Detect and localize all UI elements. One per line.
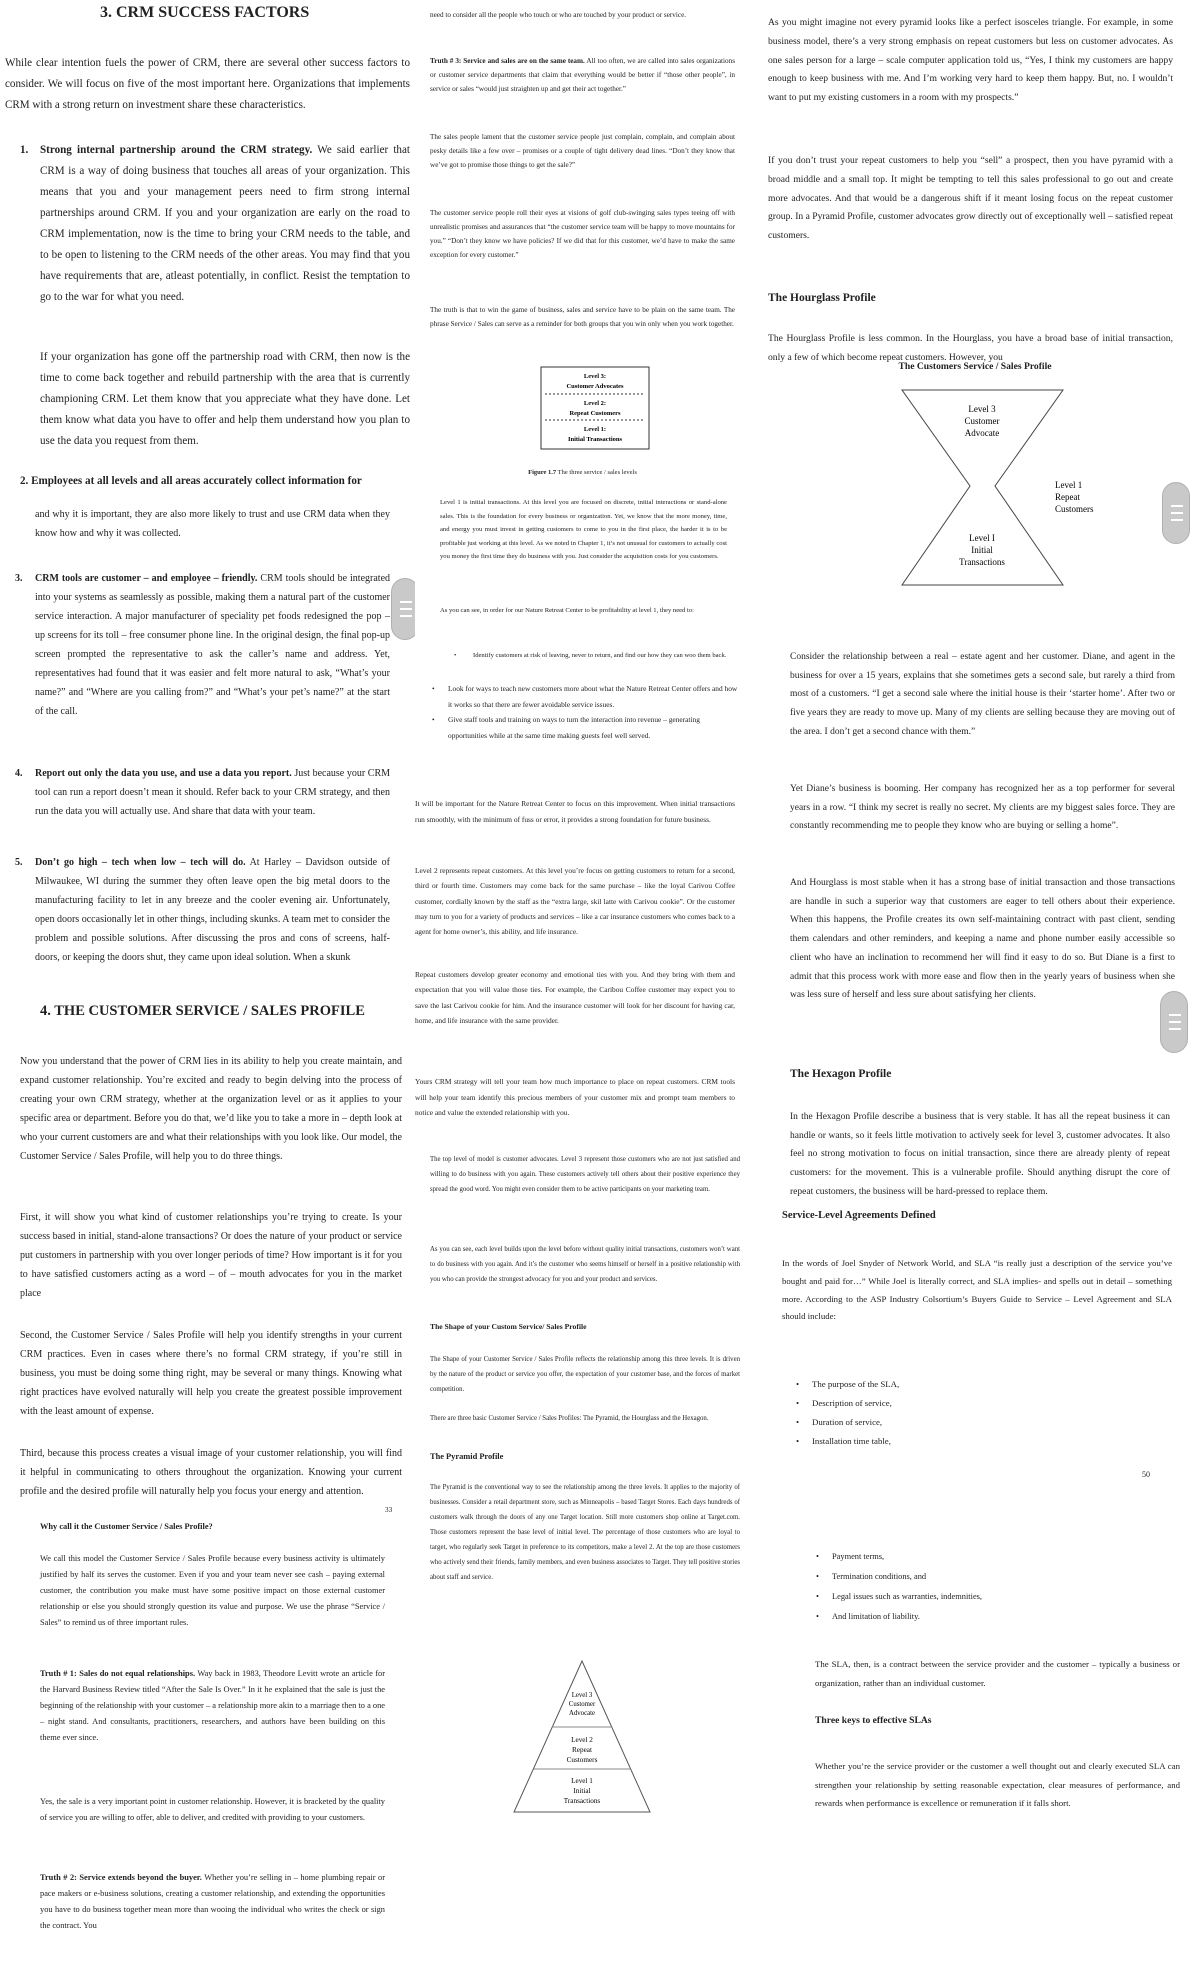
sla-contract-paragraph: The SLA, then, is a contract between the service provider and the customer – typically a business or organization, rather than an individual customer.: [815, 1659, 1180, 1688]
hourglass-level-1-sub2: Transactions: [959, 557, 1005, 567]
bullet-item-2: • Give staff tools and training on ways to turn the interaction into revenue – generating opportunities while at the same time making guests feel well served.: [418, 712, 738, 743]
item-5-heading: Don’t go high – tech when low – tech will do.: [35, 857, 246, 868]
hourglass-repeat-level: Level 1: [1055, 480, 1083, 490]
scroll-handle[interactable]: [1162, 482, 1190, 544]
figure-caption: Figure 1.7 The three service / sales levels: [528, 469, 637, 476]
why-paragraph: We call this model the Customer Service / Sales Profile because every business activity is ultimately justified by half its serves the customer. Even if you and your team never see cash – paying external customer, the contribution you make must have some positive impact on those external customer relationship or else you should strongly question its value and purpose. We use the phrase “Service / Sales” to remind us of three important rules.: [40, 1554, 385, 1627]
pyramid-shapes-page: [750, 0, 1200, 365]
section-4-paragraph-3: Second, the Customer Service / Sales Profile will help you identify strengths in your current CRM practices. Even in cases where there’s no formal CRM strategy, if you’re still in business, you must be doing some thing right, may be several or many things. Knowing what right practices have evolved naturally will help you create the greatest possible improvement with the least amount of expense.: [20, 1330, 402, 1417]
hourglass-side-label: [1050, 476, 1130, 526]
truths-page: [415, 0, 750, 360]
hexagon-heading: The Hexagon Profile: [790, 1068, 892, 1080]
scroll-handle[interactable]: [1160, 991, 1188, 1053]
section-4-paragraph-2: First, it will show you what kind of customer relationships you’re trying to create. Is your success based in initial, stand-alone transactions? Or does the nature of your product or service put customers in partnership with you over longer periods of time? How important is it for you to have satisfied customers acting as a word – of – mouth advocates for you in the market place: [20, 1212, 402, 1299]
profile-shape-page: [415, 1072, 750, 1976]
sla-heading: Service-Level Agreements Defined: [782, 1210, 936, 1221]
diane-paragraph: Consider the relationship between a real – estate agent and her customer. Diane, and agent in the business for over a 15 years, explains that she sometimes gets a second sale, but rarely a third from most of a customers. “I get a second sale where the initial house is their ‘starter home’. After two or five years they are ready to move up. Many of my clients are selling because they are moving out of the area. I don’t get a second chance with them.”: [790, 652, 1175, 737]
top-level-paragraph: The top level of model is customer advocates. Level 3 represent those customers who are not just satisfied and willing to do business with you again. These customers actively tell others about their positive experience they spread the good word. You might even consider them to be active participants on your marketing team.: [430, 1156, 740, 1193]
scroll-handle[interactable]: [391, 578, 415, 640]
trust-paragraph: If you don’t trust your repeat customers to help you “sell” a prospect, then you have pyramid with a broad middle and a small top. It might be tempting to tell this sales professional to go out and create more advocates. And that would be a dangerous shift if it meant losing focus on the repeat customer group. In a Pyramid Profile, customer advocates grow directly out of exceptionally well – satisfied repeat customers.: [768, 155, 1173, 242]
customer-service-profile-page: [0, 1001, 415, 1516]
pyramid-diagram: [512, 1659, 652, 1814]
fig-level-1: Level 1:: [583, 426, 607, 433]
section-4-title: 4. THE CUSTOMER SERVICE / SALES PROFILE: [40, 1003, 365, 1019]
hourglass-figure-page: [750, 356, 1200, 636]
truth-1-paragraph: Truth # 1: Sales do not equal relationships. Way back in 1983, Theodore Levitt wrote an article for the Harvard Business Review titled “After the Sale Is Over.” In it he explained that the sale is just the beginning of the relationship with your customer – a relationship more akin to a marriage then to a one – night stand. And consultants, practitioners, researchers, and authors have been building on this theme ever since.: [40, 1669, 386, 1742]
item-1-text: We said earlier that CRM is a way of doing business that touches all areas of your organization. This means that you and your management peers need to firm strong internal partnerships around CRM. If you and your organization are early on the road to CRM implementation, now is the time to bring your CRM needs to the table, and to be open to listening to the CRM needs of the other areas. You may find that you have requirements that are, atleast potentially, in conflict. Resist the temptation to go to the war for what you need.: [40, 144, 410, 303]
sla-bullet-installation: • Installation time table,: [782, 1432, 1162, 1451]
sla-bullet-liability: • And limitation of liability.: [802, 1607, 1182, 1627]
sla-bullet-description: • Description of service,: [782, 1394, 1162, 1413]
sla-bullet-duration: • Duration of service,: [782, 1413, 1162, 1432]
hourglass-repeat-sub2: Customers: [1055, 504, 1094, 514]
why-heading: Why call it the Customer Service / Sales Profile?: [40, 1522, 213, 1531]
level-2-paragraph: Level 2 represents repeat customers. At this level you’re focus on getting customers to return for a second, third or fourth time. Customers may come back for the same purchase – like the loyal Carivou Coffee customer, cordially known by the staff as the “extra large, skil latte with Carivou cookie”. Or the customer may turn to you for a variety of products and services – like a car insurance customers who comes back to a agent for home owner’s, this ability, and life insurance.: [415, 866, 735, 937]
sla-bullet-list-2: [802, 1547, 1182, 1627]
hourglass-level-3-sub2: Advocate: [964, 428, 1000, 438]
level-1-paragraph: Level 1 is initial transactions. At this level you are focused on discrete, initial interactions or stand-alone sales. This is the foundation for every business or organization. Yet, we know that the more money, time, and energy you must invest in getting customers to come to you in the first place, the harder it is to be profitable just working at this level. As we noted in Chapter 1, it’s not unusual for customers to actually cost you money the first time they do business with you. Just consider the acquisition costs for you customers.: [440, 499, 727, 560]
sla-bullet-payment: • Payment terms,: [802, 1547, 1182, 1567]
as-you-can-see-paragraph: As you can see, in order for our Nature Retreat Center to be profitability at level 1, they need to:: [440, 607, 694, 614]
bullet-item-1: • Look for ways to teach new customers more about what the Nature Retreat Center offers and how it works so that there are fewer avoidable service issues.: [418, 681, 738, 712]
hourglass-level-3-sub: Customer: [964, 416, 1000, 426]
yes-paragraph: Yes, the sale is a very important point in customer relationship. However, it is bracketed by the quality of service you are willing to offer, able to deliver, and credited with providing to your customers.: [40, 1797, 385, 1822]
hourglass-level-3: Level 3: [968, 404, 996, 414]
item-1-heading: Strong internal partnership around the CRM strategy.: [40, 144, 313, 156]
column-left: [0, 0, 415, 1976]
sla-bullet-termination: • Termination conditions, and: [802, 1567, 1182, 1587]
pyramid-level-1-sub: Initial: [573, 1787, 591, 1795]
truth-paragraph: The truth is that to win the game of business, sales and service have to be plain on the same team. The phrase Service / Sales can serve as a reminder for both groups that you win only when you work together.: [430, 306, 735, 328]
pyramid-heading: The Pyramid Profile: [430, 1452, 504, 1461]
page-number: 33: [385, 1506, 393, 1514]
section-title: 3. CRM SUCCESS FACTORS: [100, 4, 310, 21]
hexagon-paragraph: In the Hexagon Profile describe a business that is very stable. It has all the repeat business it can handle or wants, so it feels little motivation to actively seek for level 3, customer advocates. It also feel no strong motivation to focus on initial transaction, since there are already plenty of repeat customers: for the movement. This is a vulnerable profile. Should anything disrupt the core of repeat customers, the business will be hard-pressed to replace them.: [790, 1112, 1170, 1197]
each-level-paragraph: As you can see, each level builds upon the level before without quality initial transactions, customers won’t want to do business with you again. And it’s the customer who seems himself or herself in a positive relationship with you who can provide the strongest advocacy for you and your product and services.: [430, 1246, 740, 1283]
hourglass-diagram: [900, 388, 1065, 588]
crm-success-factors-page: [0, 0, 415, 500]
list-item-1: 1. Strong internal partnership around the CRM strategy. We said earlier that CRM is a way of doing business that touches all areas of your organization. This means that you and your management peers need to firm strong internal partnerships around CRM. If you and your organization are early on the road to CRM implementation, now is the time to bring your CRM needs to the table, and to be open to listening to the CRM needs of the other areas. You may find that you have requirements that are, atleast potentially, in conflict. Resist the temptation to go to the war for what you need.: [20, 144, 410, 303]
hourglass-heading: The Hourglass Profile: [768, 292, 876, 304]
hourglass-stable-paragraph: And Hourglass is most stable when it has a strong base of initial transaction and those transactions are handle in such a superior way that customers are eager to tell others about their experience. When this happens, the Profile creates its own self-maintaining contract with past client, sending them calendars and other reminders, and keeping a name and phone number easily accessible so client who have an inclination to recommend her will find it easy to do so. But Diane is a first to admit that this process work with more ease and flow then in the yearly years of business when she was less sure of herself and less sure about satisfying her clients.: [790, 878, 1175, 1001]
hourglass-paragraph: The Hourglass Profile is less common. In the Hourglass, you have a broad base of initial transaction, only a few of which become repeat customers. However, you: [768, 333, 1173, 363]
pyramid-level-2: Level 2: [571, 1736, 593, 1744]
section-4-paragraph-4: Third, because this process creates a visual image of your customer relationship, you will find it helpful in communicating to others throughout the organization. Knowing your current profile and the desired profile will naturally help you focus your energy and attention.: [20, 1448, 402, 1497]
column-right: [750, 0, 1200, 1976]
page-number: 50: [1142, 1470, 1150, 1479]
pyramid-level-1-sub2: Transactions: [563, 1797, 601, 1805]
sla-keys-paragraph: Whether you’re the service provider or the customer a well thought out and clearly executed SLA can strengthen your relationship by setting reasonable expectation, clear measures of performance, and rewards when performance is excellence or remuneration if it falls short.: [815, 1761, 1180, 1808]
hourglass-title: The Customers Service / Sales Profile: [898, 361, 1052, 372]
crm-strategy-paragraph: Yours CRM strategy will tell your team how much importance to place on repeat customers. CRM tools will help your team identify this precious members of your customer mix and prompt team members to notice and value the extended relationship with you.: [415, 1077, 735, 1117]
sla-paragraph: In the words of Joel Snyder of Network World, and SLA “is really just a description of the service you’ve bought and paid for…” While Joel is literally correct, and SLA implies- and spells out in detail – something more. According to the ASP Industry Colsortium’s Buyers Guide to Service – Level Agreement and SLA should include:: [782, 1258, 1172, 1322]
inner-bullet-list: [440, 649, 727, 663]
sla-bullet-purpose: • The purpose of the SLA,: [782, 1375, 1162, 1394]
shape-paragraph: The Shape of your Customer Service / Sales Profile reflects the relationship among this three levels. It is driven by the nature of the product or service you offer, the expectation of your customer base, and the forces of market competition.: [430, 1356, 740, 1393]
partnership-paragraph: If your organization has gone off the partnership road with CRM, then now is the time to come back together and rebuild partnership with the area that is currently championing CRM. Let them know that you appreciate what they have done. Let them know what data you have to offer and help them understand how you plan to use the data you request from them.: [40, 351, 410, 447]
truth-2-paragraph: Truth # 2: Service extends beyond the buyer. Whether you’re selling in – home plumbing repair or pace makers or e-business solutions, creating a customer relationship, and extending the opportunities you have to do business together mean more than wooing the individual who writes the check or sign the contract. You: [40, 1873, 386, 1930]
column-middle: [415, 0, 750, 1976]
pyramid-level-2-sub: Repeat: [572, 1746, 592, 1754]
crm-factors-continued-page: [0, 500, 415, 1012]
fig-level-3-label: Customer Advocates: [566, 383, 624, 390]
list-item-4: 4. Report out only the data you use, and use a data you report. Just because your CRM tool can run a report doesn’t mean it should. Refer back to your CRM strategy, and then run the data you will actually use. And share that data with your team.: [15, 768, 391, 817]
three-profiles-paragraph: There are three basic Customer Service / Sales Profiles: The Pyramid, the Hourglass and the Hexagon.: [430, 1415, 709, 1422]
pyramid-level-2-sub2: Customers: [566, 1756, 598, 1764]
fig-level-2-label: Repeat Customers: [569, 410, 621, 417]
sla-bullet-list-1: [782, 1375, 1162, 1451]
booming-paragraph: Yet Diane’s business is booming. Her company has recognized her as a top performer for several years in a row. “I think my secret is really no secret. My clients are my biggest sales force. They are constantly recommending me to people they know who are buying or selling a home”.: [790, 784, 1175, 832]
nature-retreat-bullet-list: [418, 681, 738, 743]
real-estate-page: [750, 640, 1200, 1060]
item-5-text: At Harley – Davidson outside of Milwaukee, WI during the summer they often leave open the big metal doors to the manufacturing facility to let in any breeze and the cooler evening air. Unfortunately, open doors occasionally let in other things, including skunks. A team met to consider the problem and possible solutions. After discussing the pros and cons of screens, half-doors, or keeping the doors shut, they came upon ideal solution. When a skunk: [35, 857, 390, 963]
shape-heading: The Shape of your Custom Service/ Sales Profile: [430, 1322, 587, 1331]
fig-level-2: Level 2:: [583, 400, 607, 407]
fig-level-1-label: Initial Transactions: [567, 436, 623, 443]
section-4-paragraph-1: Now you understand that the power of CRM lies in its ability to help you create maintain, and expand customer relationship. You’re excited and ready to begin delving into the process of creating your own CRM strategy, whether at the organization level or as it applies to your specific area or department. Before you do that, we’d like you to take a more in – depth look at who your current customers are and what their relationships with you look like. Our model, the Customer Service / Sales Profile, will help you to do three things.: [20, 1056, 402, 1162]
important-paragraph: It will be important for the Nature Retreat Center to focus on this improvement. When initial transactions run smoothly, with the minimum of fuss or error, it provides a strong foundation for future business.: [415, 799, 735, 824]
intro-paragraph: While clear intention fuels the power of CRM, there are several other success factors to consider. We will focus on five of the most important here. Organizations that implements CRM with a strong return on investment share these characteristics.: [5, 57, 410, 111]
item-3-text: CRM tools should be integrated into your systems as seamlessly as possible, making them a natural part of the customer service interaction. A major manufacturer of speciality pet foods redesigned the pop – up screens for its toll – free consumer phone line. In the original design, the final pop-up screen prompted the representative to ask the caller’s name and address. Yet, representatives had found that it was easier and felt more natural to ask, “What’s your name?” and “Where are you calling from?” and “What’s your pet’s name?” at the start of the call.: [35, 573, 391, 717]
item-4-heading: Report out only the data you use, and use a data you report.: [35, 768, 292, 779]
list-item-3: 3. CRM tools are customer – and employee – friendly. CRM tools should be integrated into your systems as seamlessly as possible, making them a natural part of the customer service interaction. A major manufacturer of speciality pet foods redesigned the pop – up screens for its toll – free consumer phone line. In the original design, the final pop-up screen prompted the representative to ask the caller’s name and address. Yet, representatives had found that it was easier and felt more natural to ask, “What’s your name?” and “Where are you calling from?” and “What’s your pet’s name?” at the start of the call.: [15, 573, 391, 717]
pyramid-shape-paragraph: As you might imagine not every pyramid looks like a perfect isosceles triangle. For example, in some business model, there’s a very strong emphasis on repeat customers but less on customer advocates. As one sales person for a large – scale computer application told us, “Yes, I think my customers are happy enough to keep business with me. And I’m working very hard to keep them happy. But, no. I wouldn’t want to put my existing customers in a room with my prospects.”: [768, 17, 1173, 104]
hourglass-level-1-sub: Initial: [971, 545, 993, 555]
hourglass-repeat-sub: Repeat: [1055, 492, 1080, 502]
level-2-page: [415, 860, 750, 1075]
pyramid-paragraph: The Pyramid is the conventional way to see the relationship among the three levels. It applies to the majority of businesses. Consider a retail department store, such as Minneapolis – based Target Stores. Each days hundreds of customers walk through the doors of any one Target location. Still more customers shop online at Target.com. Those customers represent the base level of initial level. The percentage of those customers who are loyal to target, who regularly seek Target in preference to its competitors, make a level 2. At the top are those customers who actively send their friends, family members, and even business associates to Target. They tell positive stories about staff and service.: [430, 1484, 740, 1581]
pyramid-level-1: Level 1: [571, 1777, 593, 1785]
why-call-it-page: [0, 1516, 415, 1976]
levels-figure: [540, 366, 650, 450]
sla-continued-page: [750, 1545, 1200, 1976]
hourglass-level-1: Level I: [969, 533, 995, 543]
inner-bullet: • Identify customers at risk of leaving, never to return, and find our how they can woo them back.: [440, 649, 727, 663]
sla-bullet-legal: • Legal issues such as warranties, indemnities,: [802, 1587, 1182, 1607]
pyramid-level-3-sub2: Advocate: [568, 1710, 596, 1717]
item-3-heading: CRM tools are customer – and employee – friendly.: [35, 573, 258, 584]
list-item-5: 5. Don’t go high – tech when low – tech will do. At Harley – Davidson outside of Milwaukee, WI during the summer they often leave open the big metal doors to the manufacturing facility to let in any breeze and the cooler evening air. Unfortunately, open doors occasionally let in other things, including skunks. A team met to consider the problem and possible solutions. After discussing the pros and cons of screens, half-doors, or keeping the doors shut, they came upon ideal solution. When a skunk: [15, 857, 390, 963]
item-2-continuation: and why it is important, they are also more likely to trust and use CRM data when they know how and why it was collected.: [35, 509, 390, 539]
item-2-heading: 2. Employees at all levels and all areas accurately collect information for: [20, 475, 362, 487]
item-4-text: Just because your CRM tool can run a report doesn’t mean it should. Refer back to your CRM strategy, and then run the data you will actually use. And share that data with your team.: [35, 768, 391, 817]
truth-3-paragraph: Truth # 3: Service and sales are on the same team. All too often, we are called into sales organizations or customer service departments that claim that everything would be better if “those other people”, in service or sales “would just straighten up and get their act together.”: [430, 57, 735, 93]
service-intro-paragraph: need to consider all the people who touch or who are touched by your product or service.: [430, 11, 687, 19]
fig-level-3: Level 3:: [583, 373, 607, 380]
eyes-paragraph: The customer service people roll their eyes at visions of golf club-swinging sales types teeing off with unrealistic promises and assurances that “the customer service team will be happy to move mountains for you.” “Don’t they know we have policies? If we did that for this customer, we’d have to make the same exception for every customer.”: [430, 209, 735, 259]
pyramid-level-3: Level 3: [571, 1692, 593, 1699]
pyramid-level-3-sub: Customer: [568, 1701, 596, 1708]
hexagon-sla-page: [750, 1060, 1200, 1488]
nature-retreat-bullets: [415, 680, 750, 860]
lament-paragraph: The sales people lament that the customer service people just complain, complain, and complain about pesky details like a few over – promises or a couple of tight delivery dead lines. “Don’t they know that we’ve got to promise those things to get the sale?”: [430, 133, 735, 169]
repeat-customers-paragraph: Repeat customers develop greater economy and emotional ties with you. And they bring with them and expectation that you will value those ties. For example, the Caribou Coffee customer may expect you to save the last Carivou cookie for him. And the insurance customer will look for her discount for having car, home, and life insurance with the same provider.: [415, 970, 735, 1025]
sla-keys-heading: Three keys to effective SLAs: [815, 1715, 932, 1726]
